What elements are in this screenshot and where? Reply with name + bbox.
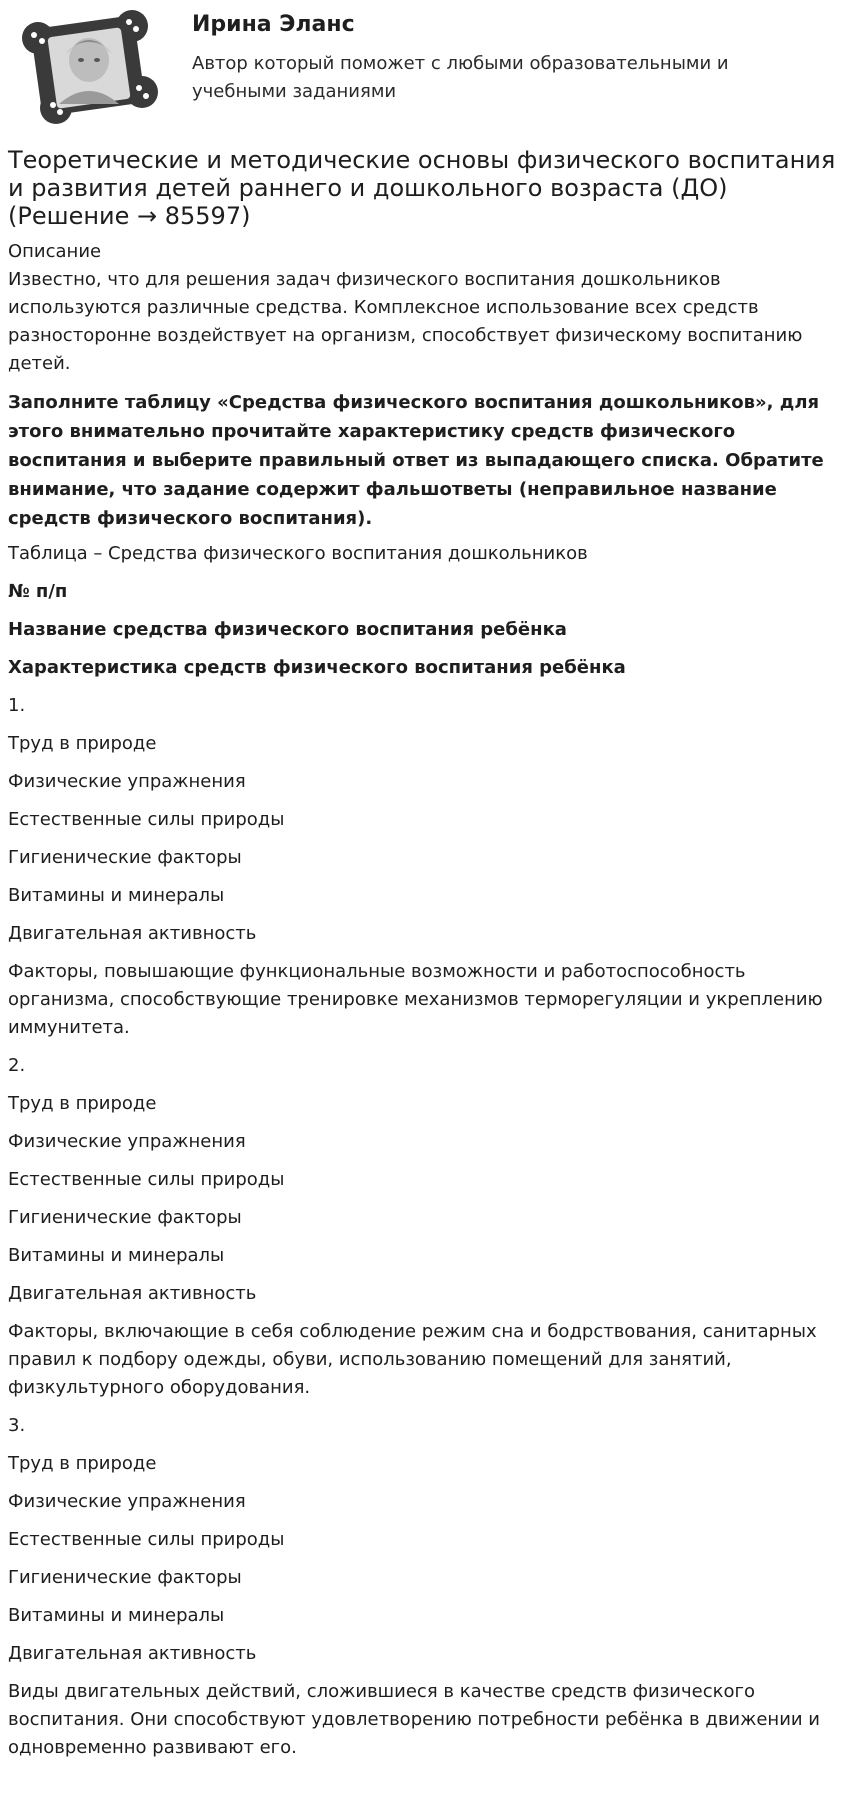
description-text: Известно, что для решения задач физического воспитания дошкольников используются различные средства. Комплексное использование всех средств разносторонне воздействует на организм, способствует физическому воспитанию детей. [8, 269, 803, 374]
author-name[interactable]: Ирина Эланс [192, 12, 355, 37]
option-item[interactable]: Физические упражнения [8, 771, 246, 792]
row-characteristic: Виды двигательных действий, сложившиеся в качестве средств физического воспитания. Они способствуют удовлетворению потребности ребёнка в движении и одновременно развивают его. [8, 1681, 821, 1758]
option-item[interactable]: Двигательная активность [8, 1643, 257, 1664]
row-characteristic: Факторы, включающие в себя соблюдение режим сна и бодрствования, санитарных правил к подбору одежды, обуви, использованию помещений для занятий, физкультурного оборудования. [8, 1321, 817, 1398]
author-avatar[interactable] [14, 8, 160, 126]
option-item[interactable]: Витамины и минералы [8, 1245, 225, 1266]
option-item[interactable]: Гигиенические факторы [8, 1207, 242, 1228]
row-number: 1. [8, 695, 26, 716]
option-item[interactable]: Гигиенические факторы [8, 1567, 242, 1588]
table-header-number: № п/п [8, 581, 68, 602]
table-header-characteristic: Характеристика средств физического воспитания ребёнка [8, 657, 626, 678]
page-title: Теоретические и методические основы физического воспитания и развития детей раннего и дошкольного возраста (ДО) (Решение → 85597) [8, 146, 836, 230]
option-item[interactable]: Труд в природе [8, 1453, 157, 1474]
option-item[interactable]: Естественные силы природы [8, 1529, 285, 1550]
option-item[interactable]: Естественные силы природы [8, 1169, 285, 1190]
option-item[interactable]: Труд в природе [8, 733, 157, 754]
author-block [8, 0, 839, 140]
table-caption: Таблица – Средства физического воспитания дошкольников [8, 543, 588, 564]
option-item[interactable]: Двигательная активность [8, 923, 257, 944]
option-item[interactable]: Труд в природе [8, 1093, 157, 1114]
option-item[interactable]: Витамины и минералы [8, 1605, 225, 1626]
option-item[interactable]: Двигательная активность [8, 1283, 257, 1304]
option-item[interactable]: Естественные силы природы [8, 809, 285, 830]
option-item[interactable]: Витамины и минералы [8, 885, 225, 906]
option-item[interactable]: Физические упражнения [8, 1491, 246, 1512]
task-text: Заполните таблицу «Средства физического воспитания дошкольников», для этого внимательно прочитайте характеристику средств физического воспитания и выберите правильный ответ из выпадающего списка. Обратите внимание, что задание содержит фальшответы (неправильное название средств физического воспитания). [8, 392, 824, 529]
row-number: 3. [8, 1415, 26, 1436]
description-label: Описание [8, 241, 102, 262]
table-header-name: Название средства физического воспитания ребёнка [8, 619, 567, 640]
author-description: Автор который поможет с любыми образовательными и учебными заданиями [192, 53, 729, 102]
row-number: 2. [8, 1055, 26, 1076]
option-item[interactable]: Гигиенические факторы [8, 847, 242, 868]
option-item[interactable]: Физические упражнения [8, 1131, 246, 1152]
row-characteristic: Факторы, повышающие функциональные возможности и работоспособность организма, способствующие тренировке механизмов терморегуляции и укреплению иммунитета. [8, 961, 823, 1038]
